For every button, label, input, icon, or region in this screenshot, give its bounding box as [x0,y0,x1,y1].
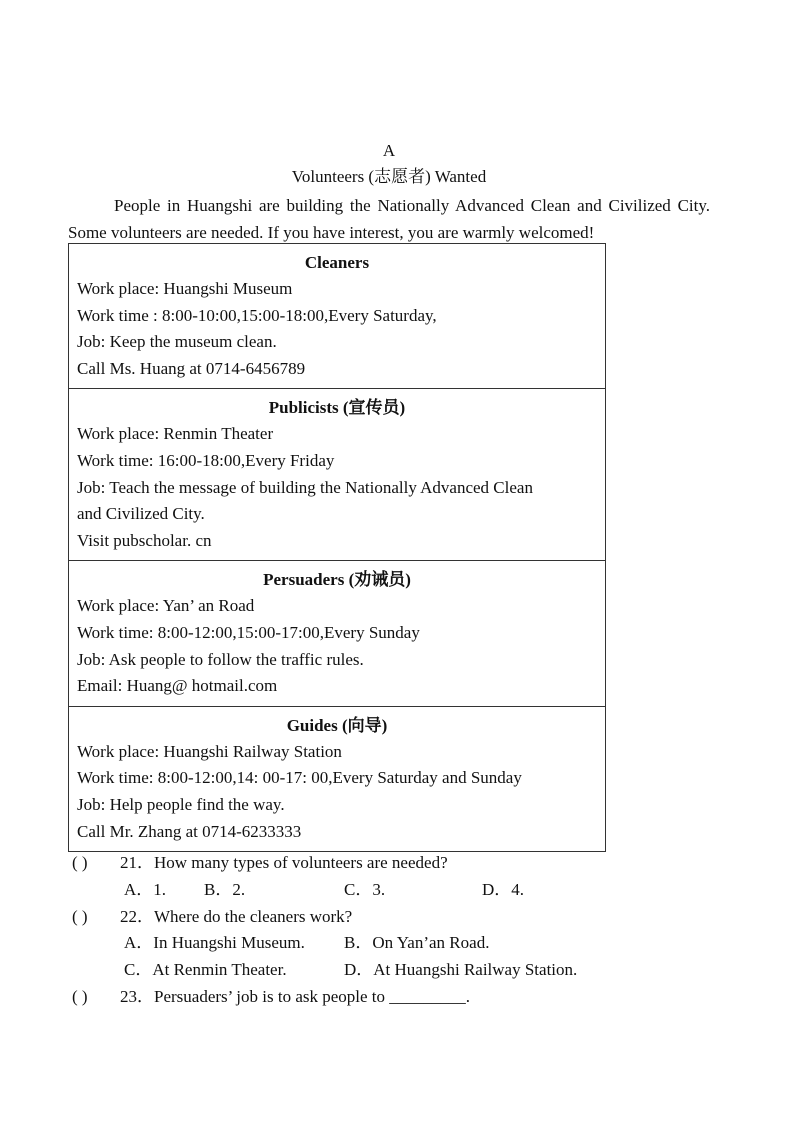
ad-persuaders [69,560,605,705]
ad-line: Job: Help people find the way. [77,794,285,814]
ad-line: Job: Keep the museum clean. [77,332,277,352]
option-c[interactable]: C．At Renmin Theater. [124,960,287,980]
option-a[interactable]: A．1. [124,879,167,899]
ad-line: Job: Ask people to follow the traffic rules. [77,649,364,669]
option-row [72,957,692,984]
option-d[interactable]: D．4. [482,879,525,899]
questions-section [72,850,692,1011]
ad-line: Visit pubscholar. cn [77,530,212,550]
option-c[interactable]: C．3. [344,879,386,899]
ad-line: and Civilized City. [77,504,205,524]
answer-blank[interactable]: ( ) [72,906,88,926]
ad-line: Call Mr. Zhang at 0714-6233333 [77,821,302,841]
answer-blank[interactable]: ( ) [72,986,88,1006]
ad-line: Work place: Renmin Theater [77,424,274,444]
option-b[interactable]: B．2. [204,879,246,899]
ad-guides [69,706,605,851]
ad-line: Work place: Yan’ an Road [77,596,255,616]
option-b[interactable]: B．On Yan’an Road. [344,933,490,953]
intro-paragraph: People in Huangshi are building the Nationally Advanced Clean and Civilized City. Some volunteers are needed. If you have interest, you are warmly welcomed! [68,196,710,242]
volunteer-ads-table [68,243,606,852]
ad-line: Work time : 8:00-10:00,15:00-18:00,Every Saturday, [77,305,437,325]
ad-line: Call Ms. Huang at 0714-6456789 [77,358,306,378]
option-row [72,877,692,904]
question-text: 22．Where do the cleaners work? [120,906,353,926]
ad-line: Work time: 8:00-12:00,14: 00-17: 00,Every Saturday and Sunday [77,768,522,788]
ad-line: Email: Huang@ hotmail.com [77,676,278,696]
passage-title: Volunteers (志愿者) Wanted [291,167,487,186]
ad-line: Job: Teach the message of building the Nationally Advanced Clean [77,477,533,497]
ad-line: Work time: 8:00-12:00,15:00-17:00,Every Sunday [77,622,420,642]
option-a[interactable]: A．In Huangshi Museum. [124,933,305,953]
option-row [72,930,692,957]
option-d[interactable]: D．At Huangshi Railway Station. [344,960,578,980]
ad-line: Work time: 16:00-18:00,Every Friday [77,450,335,470]
ad-title: Publicists (宣传员) [268,398,406,418]
answer-blank[interactable]: ( ) [72,853,88,872]
question-text: 23．Persuaders’ job is to ask people to _________. [120,986,471,1006]
ad-cleaners [69,244,605,388]
section-letter: A [382,141,396,160]
ad-publicists [69,388,605,560]
ad-line: Work place: Huangshi Railway Station [77,741,342,761]
ad-title: Guides (向导) [286,715,388,735]
ad-title: Persuaders (劝诫员) [263,570,411,590]
ad-title: Cleaners [304,253,370,272]
question-text: 21．How many types of volunteers are needed? [120,853,448,872]
question-23 [72,984,692,1011]
ad-line: Work place: Huangshi Museum [77,279,293,298]
question-21 [72,850,692,877]
question-22 [72,904,692,931]
